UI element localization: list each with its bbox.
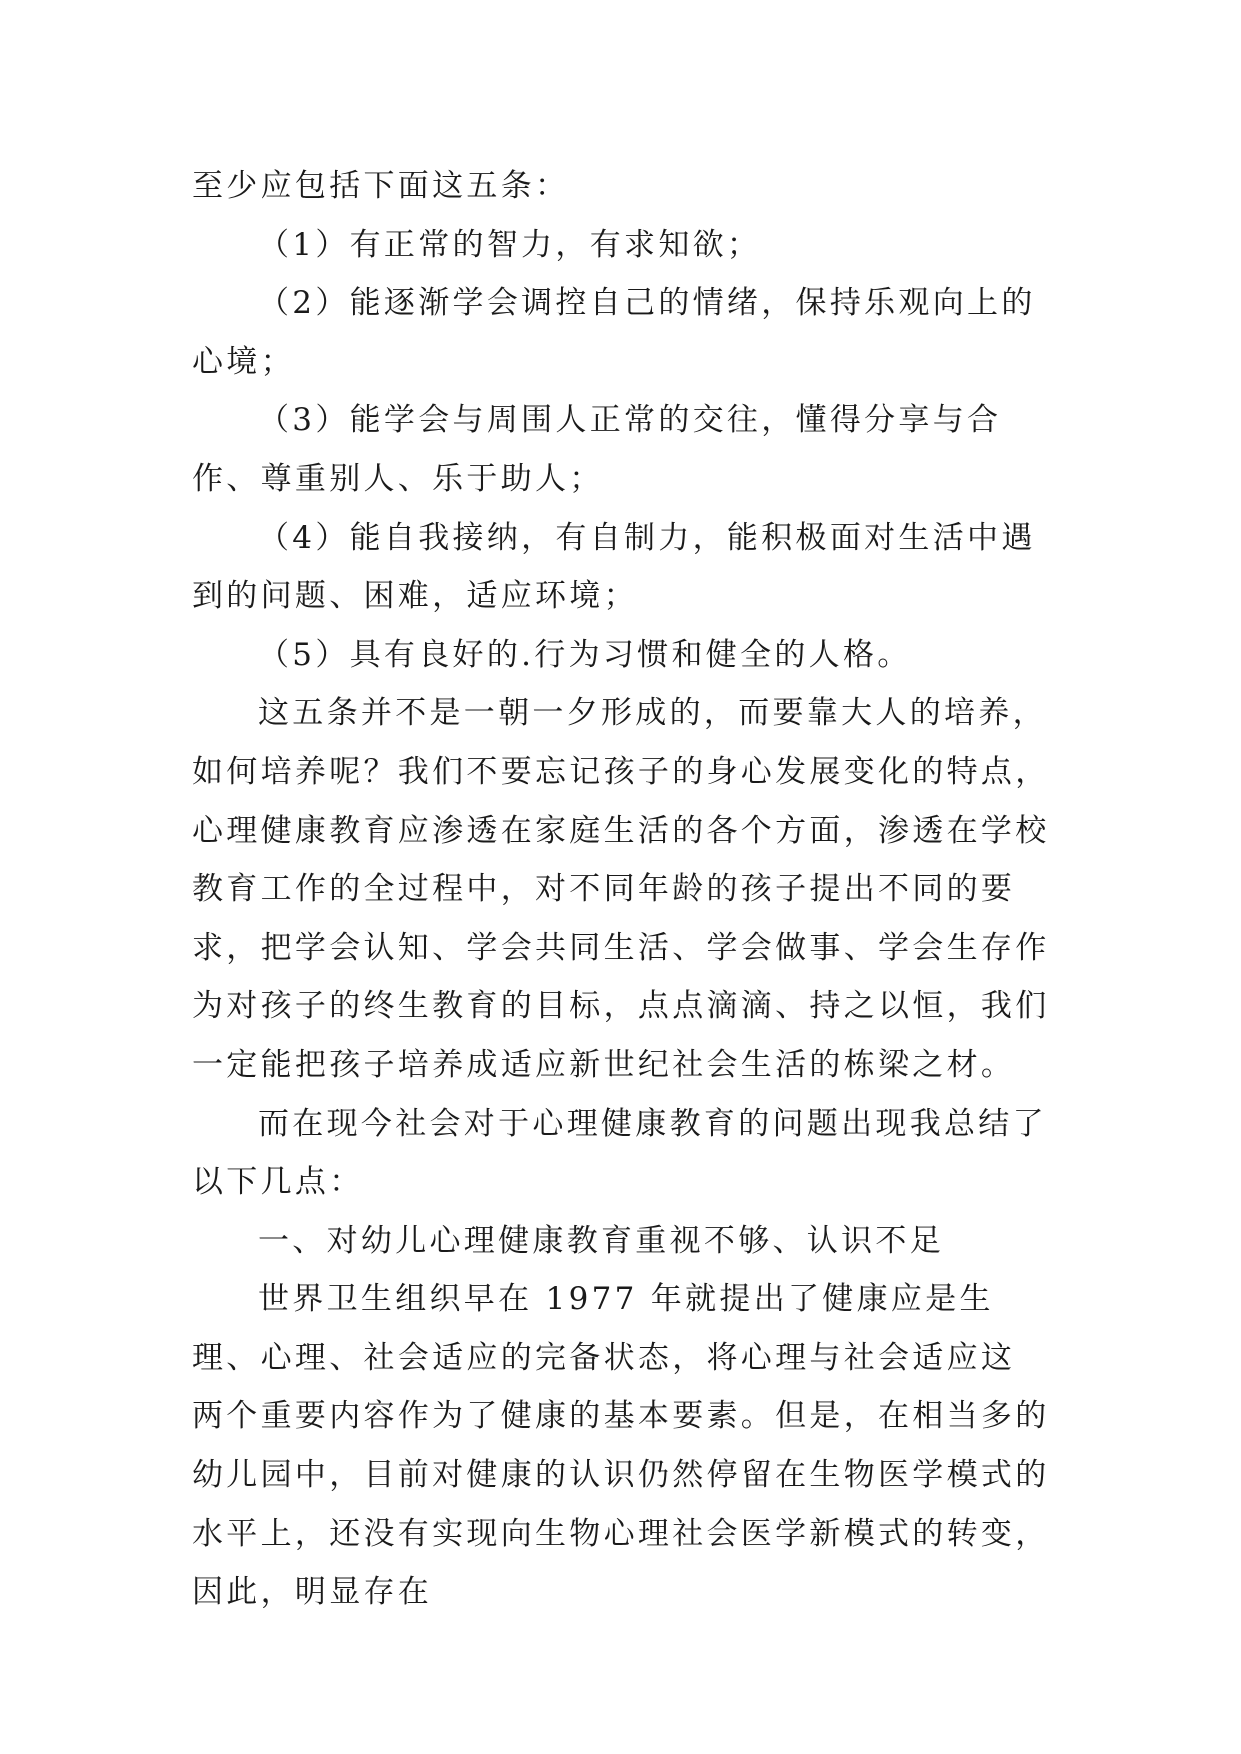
- paragraph-who: 世界卫生组织早在 1977 年就提出了健康应是生理、心理、社会适应的完备状态，将心理与社会适应这 两个重要内容作为了健康的基本要素。但是，在相当多的幼儿园中，目前对健康的认识仍然停留在生物医学模式的水平上，还没有实现向生物心理社会医学新模式的转变，因此，明显存在: [192, 1281, 1050, 1611]
- paragraph-item-2: （2）能逐渐学会调控自己的情绪，保持乐观向上的心境；: [192, 285, 1036, 380]
- section-heading-1: 一、对幼儿心理健康教育重视不够、认识不足: [258, 1222, 944, 1259]
- paragraph-item-3: （3）能学会与周围人正常的交往，懂得分享与合作、尊重别人、乐于助人；: [192, 402, 1002, 497]
- paragraph-cultivation: 这五条并不是一朝一夕形成的，而要靠大人的培养，如何培养呢？我们不要忘记孩子的身心发展变化的特点，心理健康教育应渗透在家庭生活的各个方面，渗透在学校教育工作的全过程中，对不同年龄的孩子提出不同的要求，把学会认知、学会共同生活、学会做事、学会生存作为对孩子的终生教育的目标，点点滴滴、持之以恒，我们一定能把孩子培养成适应新世纪社会生活的栋梁之材。: [192, 695, 1050, 1083]
- paragraph-problems-intro: 而在现今社会对于心理健康教育的问题出现我总结了以下几点：: [192, 1105, 1047, 1201]
- paragraph-intro: 至少应包括下面这五条：: [192, 168, 570, 204]
- paragraph-item-4: （4）能自我接纳，有自制力，能积极面对生活中遇到的问题、困难，适应环境；: [192, 519, 1036, 615]
- paragraph-item-1: （1）有正常的智力，有求知欲；: [258, 226, 762, 263]
- body-text: [192, 157, 1054, 1622]
- paragraph-item-5: （5）具有良好的.行为习惯和健全的人格。: [258, 636, 912, 673]
